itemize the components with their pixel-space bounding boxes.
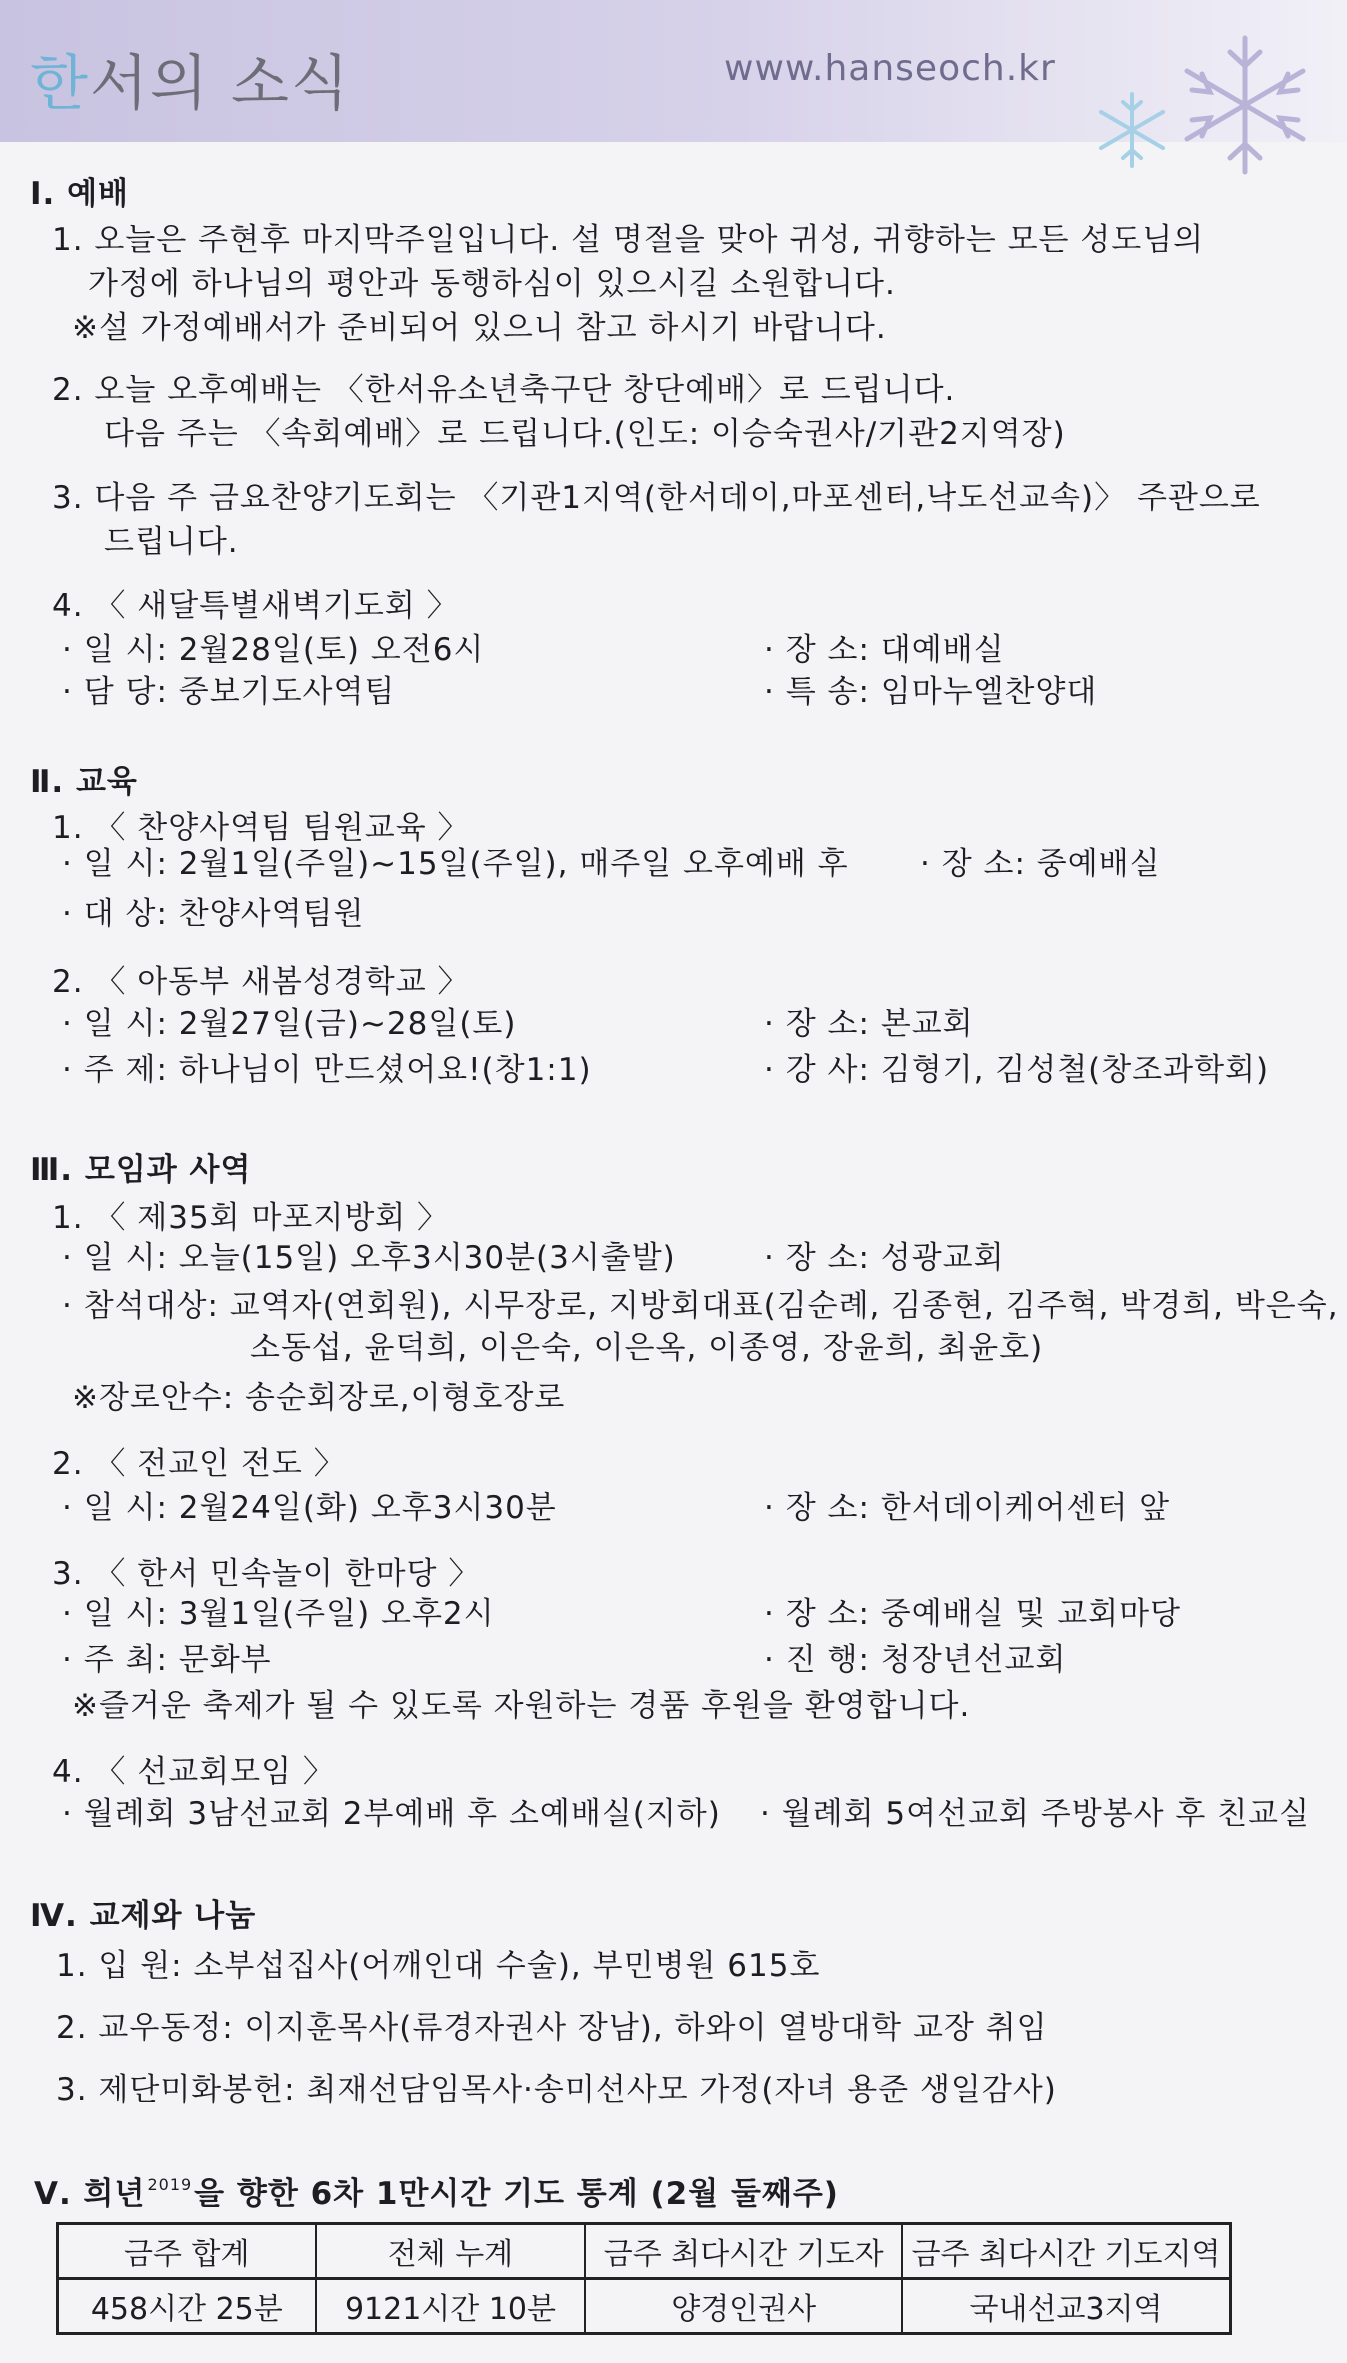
title-rest: 서의 소식 (89, 49, 351, 119)
header-cell-top-prayer: 금주 최다시간 기도자 (585, 2224, 902, 2279)
website-url: www.hanseoch.kr (724, 48, 1056, 89)
text-line: 3. 제단미화봉헌: 최재선담임목사·송미선사모 가정(자녀 용준 생일감사) (56, 2072, 1057, 2108)
text-line: ※즐거운 축제가 될 수 있도록 자원하는 경품 후원을 환영합니다. (72, 1688, 971, 1724)
text-line: 3. 〈 한서 민속놀이 한마당 〉 (52, 1556, 481, 1592)
section-heading: Ⅳ. 교제와 나눔 (30, 1898, 257, 1934)
value-cell-weekly-total: 458시간 25분 (58, 2279, 316, 2334)
text-line: · 장 소: 본교회 (764, 1006, 974, 1042)
text-line: ※장로안수: 송순회장로,이형호장로 (72, 1380, 566, 1416)
text-line: · 담 당: 중보기도사역팀 (62, 674, 396, 710)
text-line: 4. 〈 새달특별새벽기도회 〉 (52, 588, 459, 624)
text-line: ※설 가정예배서가 준비되어 있으니 참고 하시기 바랍니다. (72, 310, 887, 346)
text-line: · 일 시: 2월28일(토) 오전6시 (62, 632, 485, 668)
text-line: 가정에 하나님의 평안과 동행하심이 있으시길 소원합니다. (88, 266, 896, 302)
value-cell-top-region: 국내선교3지역 (902, 2279, 1230, 2334)
stats-title-pre: Ⅴ. 희년 (34, 2176, 146, 2212)
text-line: · 월례회 5여선교회 주방봉사 후 친교실 (760, 1796, 1311, 1832)
text-line: · 특 송: 임마누엘찬양대 (764, 674, 1098, 710)
text-line: 드립니다. (104, 524, 239, 560)
newsletter-header (0, 0, 1347, 142)
snowflake-small-icon (1090, 88, 1174, 172)
text-line: · 일 시: 2월1일(주일)~15일(주일), 매주일 오후예배 후 (62, 846, 849, 882)
text-line: · 대 상: 찬양사역팀원 (62, 896, 365, 932)
table-value-row (58, 2279, 1231, 2334)
section-heading: Ⅰ. 예배 (30, 176, 129, 212)
stats-title-post: 을 향한 6차 1만시간 기도 통계 (2월 둘째주) (194, 2176, 839, 2212)
text-line: 1. 오늘은 주현후 마지막주일입니다. 설 명절을 맞아 귀성, 귀향하는 모든 성도님의 (52, 222, 1205, 258)
text-line: · 참석대상: 교역자(연회원), 시무장로, 지방회대표(김순례, 김종현, 김주혁, 박경희, 박은숙, (62, 1288, 1339, 1324)
header-cell-weekly-total: 금주 합계 (58, 2224, 316, 2279)
header-cell-cumulative: 전체 누계 (316, 2224, 586, 2279)
section-heading: Ⅲ. 모임과 사역 (30, 1152, 252, 1188)
text-line: · 진 행: 청장년선교회 (764, 1642, 1067, 1678)
text-line: 1. 입 원: 소부섭집사(어깨인대 수술), 부민병원 615호 (56, 1948, 821, 1984)
text-line: · 장 소: 중예배실 및 교회마당 (764, 1596, 1181, 1632)
prayer-stats-table (56, 2222, 1232, 2335)
text-line: · 일 시: 2월27일(금)~28일(토) (62, 1006, 517, 1042)
value-cell-top-prayer: 양경인권사 (585, 2279, 902, 2334)
text-line: 다음 주는 〈속회예배〉로 드립니다.(인도: 이승숙권사/기관2지역장) (104, 416, 1066, 452)
text-line: 4. 〈 선교회모임 〉 (52, 1754, 335, 1790)
value-cell-cumulative: 9121시간 10분 (316, 2279, 586, 2334)
text-line: · 강 사: 김형기, 김성철(창조과학회) (764, 1052, 1270, 1088)
text-line: 3. 다음 주 금요찬양기도회는 〈기관1지역(한서데이,마포센터,낙도선교속)〉 주관으로 (52, 480, 1261, 516)
snowflake-icon (1170, 30, 1320, 180)
text-line: · 장 소: 한서데이케어센터 앞 (764, 1490, 1171, 1526)
header-cell-top-region: 금주 최다시간 기도지역 (902, 2224, 1230, 2279)
text-line: · 일 시: 3월1일(주일) 오후2시 (62, 1596, 495, 1632)
text-line: · 월례회 3남선교회 2부예배 후 소예배실(지하) (62, 1796, 721, 1832)
text-line: 소동섭, 윤덕희, 이은숙, 이은옥, 이종영, 장윤희, 최윤호) (250, 1330, 1044, 1366)
newsletter-title (30, 36, 351, 122)
section-heading: Ⅱ. 교육 (30, 764, 138, 800)
text-line: · 장 소: 성광교회 (764, 1240, 1005, 1276)
text-line: · 장 소: 중예배실 (920, 846, 1161, 882)
text-line: 2. 〈 전교인 전도 〉 (52, 1446, 346, 1482)
title-first-char: 한 (30, 49, 90, 119)
text-line: · 일 시: 2월24일(화) 오후3시30분 (62, 1490, 557, 1526)
text-line: 1. 〈 찬양사역팀 팀원교육 〉 (52, 810, 470, 846)
text-line: 2. 〈 아동부 새봄성경학교 〉 (52, 964, 470, 1000)
stats-title-year: 2019 (147, 2175, 193, 2194)
prayer-stats-title (34, 2168, 839, 2213)
text-line: · 일 시: 오늘(15일) 오후3시30분(3시출발) (62, 1240, 676, 1276)
text-line: · 주 최: 문화부 (62, 1642, 272, 1678)
table-header-row (58, 2224, 1231, 2279)
text-line: · 장 소: 대예배실 (764, 632, 1005, 668)
text-line: · 주 제: 하나님이 만드셨어요!(창1:1) (62, 1052, 592, 1088)
text-line: 1. 〈 제35회 마포지방회 〉 (52, 1200, 450, 1236)
text-line: 2. 오늘 오후예배는 〈한서유소년축구단 창단예배〉로 드립니다. (52, 372, 956, 408)
text-line: 2. 교우동정: 이지훈목사(류경자권사 장남), 하와이 열방대학 교장 취임 (56, 2010, 1048, 2046)
